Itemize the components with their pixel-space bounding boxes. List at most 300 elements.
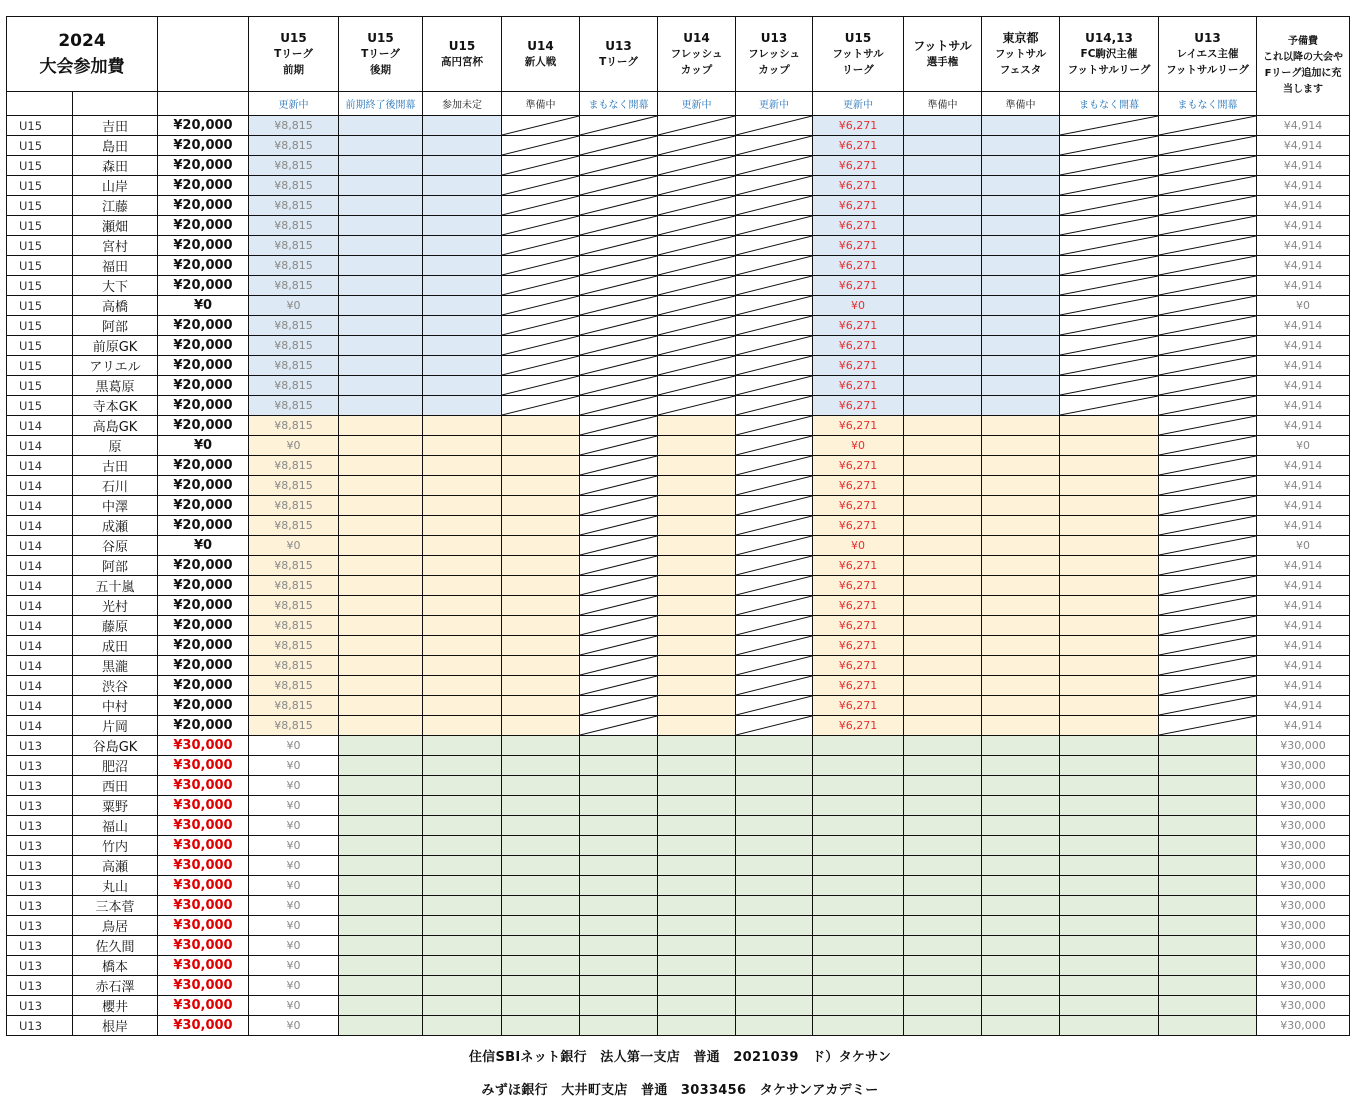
column-header-line: U13 [605, 39, 632, 53]
fee-cell [1060, 676, 1159, 696]
fee-cell [904, 316, 982, 336]
column-header-1 [249, 17, 339, 92]
column-header-2 [339, 17, 423, 92]
slash-line [736, 276, 812, 295]
fee-cell [339, 656, 423, 676]
column-header-line: U13 [1194, 31, 1221, 45]
fee-cell [736, 836, 813, 856]
total-fee: ¥30,000 [158, 1016, 249, 1036]
fee-cell [658, 656, 736, 676]
column-status-6: 更新中 [658, 92, 736, 116]
fee-cell [736, 956, 813, 976]
not-applicable-cell [1060, 256, 1159, 276]
fee-cell: ¥6,271 [813, 396, 904, 416]
slash-line [1060, 176, 1158, 195]
fee-cell [339, 336, 423, 356]
fee-cell: ¥8,815 [249, 416, 339, 436]
not-applicable-cell [1159, 236, 1257, 256]
player-name: 渋谷 [73, 676, 158, 696]
fee-cell [982, 616, 1060, 636]
fee-cell: ¥6,271 [813, 276, 904, 296]
fee-cell [1159, 976, 1257, 996]
not-applicable-cell [658, 336, 736, 356]
fee-cell [736, 876, 813, 896]
fee-cell [1159, 896, 1257, 916]
total-fee: ¥0 [158, 536, 249, 556]
fee-cell [339, 616, 423, 636]
slash-line [580, 716, 657, 735]
reserve-fee: ¥0 [1257, 296, 1350, 316]
category-cell: U14 [7, 556, 73, 576]
slash-line [658, 136, 735, 155]
not-applicable-cell [502, 356, 580, 376]
total-fee: ¥30,000 [158, 996, 249, 1016]
not-applicable-cell [736, 716, 813, 736]
fee-cell [339, 216, 423, 236]
fee-cell: ¥6,271 [813, 696, 904, 716]
slash-line [502, 376, 579, 395]
not-applicable-cell [502, 296, 580, 316]
reserve-fee: ¥30,000 [1257, 776, 1350, 796]
table-row [7, 596, 1350, 616]
fee-cell [502, 516, 580, 536]
table-row [7, 196, 1350, 216]
column-header-6 [658, 17, 736, 92]
not-applicable-cell [1060, 336, 1159, 356]
fee-cell [339, 916, 423, 936]
player-name: 大下 [73, 276, 158, 296]
fee-cell [982, 176, 1060, 196]
not-applicable-cell [1159, 216, 1257, 236]
player-name: 佐久間 [73, 936, 158, 956]
fee-cell [339, 396, 423, 416]
fee-cell [339, 496, 423, 516]
not-applicable-cell [580, 616, 658, 636]
slash-line [1060, 196, 1158, 215]
category-cell: U13 [7, 1016, 73, 1036]
not-applicable-cell [736, 396, 813, 416]
fee-cell: ¥8,815 [249, 476, 339, 496]
not-applicable-cell [1159, 536, 1257, 556]
slash-line [736, 136, 812, 155]
slash-line [1159, 336, 1256, 355]
fee-cell [339, 476, 423, 496]
fee-cell [1159, 856, 1257, 876]
fee-cell [502, 716, 580, 736]
fee-cell: ¥8,815 [249, 396, 339, 416]
fee-cell [423, 476, 502, 496]
not-applicable-cell [580, 356, 658, 376]
fee-cell [339, 956, 423, 976]
fee-cell: ¥6,271 [813, 156, 904, 176]
fee-cell [658, 756, 736, 776]
table-row [7, 316, 1350, 336]
table-row [7, 656, 1350, 676]
not-applicable-cell [658, 216, 736, 236]
fee-cell [982, 736, 1060, 756]
not-applicable-cell [502, 316, 580, 336]
fee-cell [423, 356, 502, 376]
slash-line [1159, 476, 1256, 495]
column-status-12: まもなく開幕 [1159, 92, 1257, 116]
fee-cell [658, 496, 736, 516]
player-name: 寺本GK [73, 396, 158, 416]
fee-cell: ¥6,271 [813, 716, 904, 736]
column-status-8: 更新中 [813, 92, 904, 116]
total-fee: ¥30,000 [158, 876, 249, 896]
fee-cell [502, 876, 580, 896]
not-applicable-cell [580, 696, 658, 716]
not-applicable-cell [580, 476, 658, 496]
fee-cell [502, 456, 580, 476]
fee-cell [658, 416, 736, 436]
not-applicable-cell [1159, 316, 1257, 336]
slash-line [1060, 256, 1158, 275]
slash-line [580, 676, 657, 695]
fee-cell [339, 316, 423, 336]
not-applicable-cell [736, 136, 813, 156]
slash-line [1060, 276, 1158, 295]
not-applicable-cell [580, 116, 658, 136]
fee-cell [339, 816, 423, 836]
slash-line [736, 636, 812, 655]
not-applicable-cell [1060, 196, 1159, 216]
fee-cell [1159, 876, 1257, 896]
fee-cell [1060, 956, 1159, 976]
slash-line [736, 416, 812, 435]
total-fee: ¥0 [158, 436, 249, 456]
column-status-2: 前期終了後開幕 [339, 92, 423, 116]
not-applicable-cell [1060, 136, 1159, 156]
table-row [7, 496, 1350, 516]
fee-cell [982, 536, 1060, 556]
fee-cell [1060, 876, 1159, 896]
not-applicable-cell [580, 196, 658, 216]
table-row [7, 936, 1350, 956]
fee-cell [502, 976, 580, 996]
not-applicable-cell [736, 156, 813, 176]
player-name: 中村 [73, 696, 158, 716]
fee-cell [813, 756, 904, 776]
fee-cell: ¥0 [813, 436, 904, 456]
reserve-fee: ¥4,914 [1257, 316, 1350, 336]
fee-cell [423, 296, 502, 316]
fee-cell [423, 556, 502, 576]
table-row [7, 916, 1350, 936]
fee-cell: ¥0 [249, 876, 339, 896]
fee-cell [339, 756, 423, 776]
total-fee: ¥20,000 [158, 176, 249, 196]
fee-cell [904, 396, 982, 416]
total-fee: ¥30,000 [158, 776, 249, 796]
not-applicable-cell [736, 476, 813, 496]
slash-line [1060, 376, 1158, 395]
column-header-line: U14 [683, 31, 710, 45]
status-blank-3 [158, 92, 249, 116]
fee-cell: ¥6,271 [813, 236, 904, 256]
fee-cell [502, 556, 580, 576]
table-row [7, 976, 1350, 996]
fee-cell [736, 896, 813, 916]
fee-cell: ¥0 [249, 996, 339, 1016]
not-applicable-cell [1159, 496, 1257, 516]
fee-cell [1060, 856, 1159, 876]
slash-line [736, 116, 812, 135]
category-cell: U15 [7, 136, 73, 156]
player-name: 根岸 [73, 1016, 158, 1036]
column-header-line: U15 [367, 31, 394, 45]
not-applicable-cell [502, 136, 580, 156]
not-applicable-cell [580, 576, 658, 596]
fee-cell [1060, 656, 1159, 676]
not-applicable-cell [580, 536, 658, 556]
total-fee: ¥20,000 [158, 156, 249, 176]
fee-cell [423, 836, 502, 856]
fee-cell [1159, 796, 1257, 816]
slash-line [736, 176, 812, 195]
fee-cell: ¥6,271 [813, 136, 904, 156]
fee-cell [423, 916, 502, 936]
total-fee: ¥20,000 [158, 216, 249, 236]
table-row [7, 476, 1350, 496]
column-header-line: フットサル [832, 48, 884, 60]
player-name: 高島GK [73, 416, 158, 436]
not-applicable-cell [580, 556, 658, 576]
slash-line [580, 596, 657, 615]
category-cell: U14 [7, 676, 73, 696]
column-status-5: まもなく開幕 [580, 92, 658, 116]
slash-line [736, 676, 812, 695]
table-row [7, 336, 1350, 356]
category-cell: U13 [7, 736, 73, 756]
total-fee: ¥30,000 [158, 756, 249, 776]
fee-cell [339, 196, 423, 216]
fee-cell [580, 896, 658, 916]
slash-line [1159, 256, 1256, 275]
reserve-fee: ¥4,914 [1257, 656, 1350, 676]
not-applicable-cell [736, 676, 813, 696]
fee-cell: ¥8,815 [249, 116, 339, 136]
player-name: 赤石澤 [73, 976, 158, 996]
player-name: 黒瀧 [73, 656, 158, 676]
fee-cell [904, 236, 982, 256]
not-applicable-cell [658, 396, 736, 416]
slash-line [580, 536, 657, 555]
total-fee: ¥30,000 [158, 976, 249, 996]
slash-line [1159, 156, 1256, 175]
slash-line [1159, 556, 1256, 575]
table-row [7, 636, 1350, 656]
fee-cell [904, 376, 982, 396]
fee-cell: ¥0 [249, 736, 339, 756]
not-applicable-cell [580, 456, 658, 476]
slash-line [1159, 216, 1256, 235]
not-applicable-cell [736, 456, 813, 476]
player-name: 前原GK [73, 336, 158, 356]
fee-cell [339, 696, 423, 716]
fee-cell: ¥6,271 [813, 376, 904, 396]
column-header-line: フットサルリーグ [1067, 64, 1151, 76]
fee-cell: ¥0 [249, 976, 339, 996]
fee-cell [982, 556, 1060, 576]
fee-cell [423, 416, 502, 436]
fee-cell [813, 736, 904, 756]
fee-cell [423, 156, 502, 176]
fee-cell [736, 796, 813, 816]
fee-cell [904, 296, 982, 316]
fee-cell [982, 416, 1060, 436]
slash-line [580, 456, 657, 475]
fee-cell [580, 796, 658, 816]
not-applicable-cell [736, 656, 813, 676]
reserve-fee: ¥4,914 [1257, 456, 1350, 476]
fee-cell [423, 976, 502, 996]
slash-line [1060, 296, 1158, 315]
category-cell: U15 [7, 156, 73, 176]
not-applicable-cell [580, 716, 658, 736]
not-applicable-cell [1159, 596, 1257, 616]
fee-cell [1060, 456, 1159, 476]
fee-cell [423, 496, 502, 516]
not-applicable-cell [736, 216, 813, 236]
reserve-fee: ¥4,914 [1257, 596, 1350, 616]
not-applicable-cell [502, 236, 580, 256]
fee-cell [502, 836, 580, 856]
fee-cell: ¥8,815 [249, 656, 339, 676]
column-header-line: U15 [844, 31, 872, 45]
slash-line [1159, 276, 1256, 295]
player-name: 櫻井 [73, 996, 158, 1016]
slash-line [1159, 356, 1256, 375]
fee-cell [904, 356, 982, 376]
total-fee: ¥20,000 [158, 136, 249, 156]
slash-line [736, 456, 812, 475]
not-applicable-cell [1159, 296, 1257, 316]
fee-cell [1060, 736, 1159, 756]
fee-cell [1060, 636, 1159, 656]
slash-line [658, 216, 735, 235]
fee-cell [736, 916, 813, 936]
fee-cell [904, 716, 982, 736]
slash-line [580, 256, 657, 275]
fee-cell [736, 936, 813, 956]
fee-cell [1060, 896, 1159, 916]
not-applicable-cell [736, 316, 813, 336]
not-applicable-cell [658, 376, 736, 396]
fee-cell [423, 276, 502, 296]
column-header-line: U15 [280, 31, 307, 45]
slash-line [736, 476, 812, 495]
category-cell: U14 [7, 456, 73, 476]
slash-line [736, 616, 812, 635]
reserve-fee: ¥4,914 [1257, 696, 1350, 716]
slash-line [736, 156, 812, 175]
total-fee: ¥20,000 [158, 416, 249, 436]
player-name: 中澤 [73, 496, 158, 516]
total-fee: ¥20,000 [158, 556, 249, 576]
not-applicable-cell [1159, 516, 1257, 536]
slash-line [1060, 116, 1158, 135]
fee-cell [904, 116, 982, 136]
table-row [7, 556, 1350, 576]
not-applicable-cell [1159, 156, 1257, 176]
table-row [7, 616, 1350, 636]
not-applicable-cell [1159, 136, 1257, 156]
category-cell: U13 [7, 936, 73, 956]
fee-cell [904, 416, 982, 436]
fee-cell [502, 656, 580, 676]
not-applicable-cell [1159, 556, 1257, 576]
slash-line [1159, 616, 1256, 635]
player-name: 成田 [73, 636, 158, 656]
not-applicable-cell [502, 196, 580, 216]
fee-cell [502, 696, 580, 716]
fee-cell: ¥6,271 [813, 116, 904, 136]
not-applicable-cell [580, 516, 658, 536]
slash-line [736, 336, 812, 355]
fee-cell [813, 876, 904, 896]
column-header-8 [813, 17, 904, 92]
fee-cell [339, 516, 423, 536]
not-applicable-cell [580, 176, 658, 196]
slash-line [502, 136, 579, 155]
slash-line [1060, 216, 1158, 235]
total-fee: ¥20,000 [158, 476, 249, 496]
not-applicable-cell [1159, 716, 1257, 736]
fee-cell [339, 416, 423, 436]
fee-cell [904, 256, 982, 276]
slash-line [502, 336, 579, 355]
fee-cell [982, 456, 1060, 476]
fee-cell [1159, 1016, 1257, 1036]
slash-line [1159, 196, 1256, 215]
fee-cell [813, 776, 904, 796]
title-year: 2024 [58, 31, 106, 51]
fee-cell [423, 256, 502, 276]
slash-line [1159, 456, 1256, 475]
fee-cell [339, 1016, 423, 1036]
fee-cell [502, 936, 580, 956]
fee-cell [1060, 416, 1159, 436]
fee-cell [982, 856, 1060, 876]
slash-line [736, 296, 812, 315]
not-applicable-cell [736, 416, 813, 436]
table-row [7, 136, 1350, 156]
fee-cell [423, 796, 502, 816]
not-applicable-cell [580, 316, 658, 336]
header-blank [158, 17, 249, 92]
fee-cell [982, 596, 1060, 616]
fee-cell [813, 796, 904, 816]
fee-cell [423, 136, 502, 156]
fee-cell: ¥8,815 [249, 256, 339, 276]
fee-cell [736, 976, 813, 996]
slash-line [736, 216, 812, 235]
fee-cell: ¥6,271 [813, 196, 904, 216]
column-status-9: 準備中 [904, 92, 982, 116]
not-applicable-cell [736, 256, 813, 276]
column-header-line: 新人戦 [524, 56, 557, 68]
fee-cell [813, 936, 904, 956]
table-row [7, 996, 1350, 1016]
fee-cell [904, 516, 982, 536]
fee-cell: ¥0 [249, 836, 339, 856]
fee-cell [658, 916, 736, 936]
table-row [7, 376, 1350, 396]
fee-cell [423, 736, 502, 756]
fee-cell [502, 816, 580, 836]
table-row [7, 176, 1350, 196]
